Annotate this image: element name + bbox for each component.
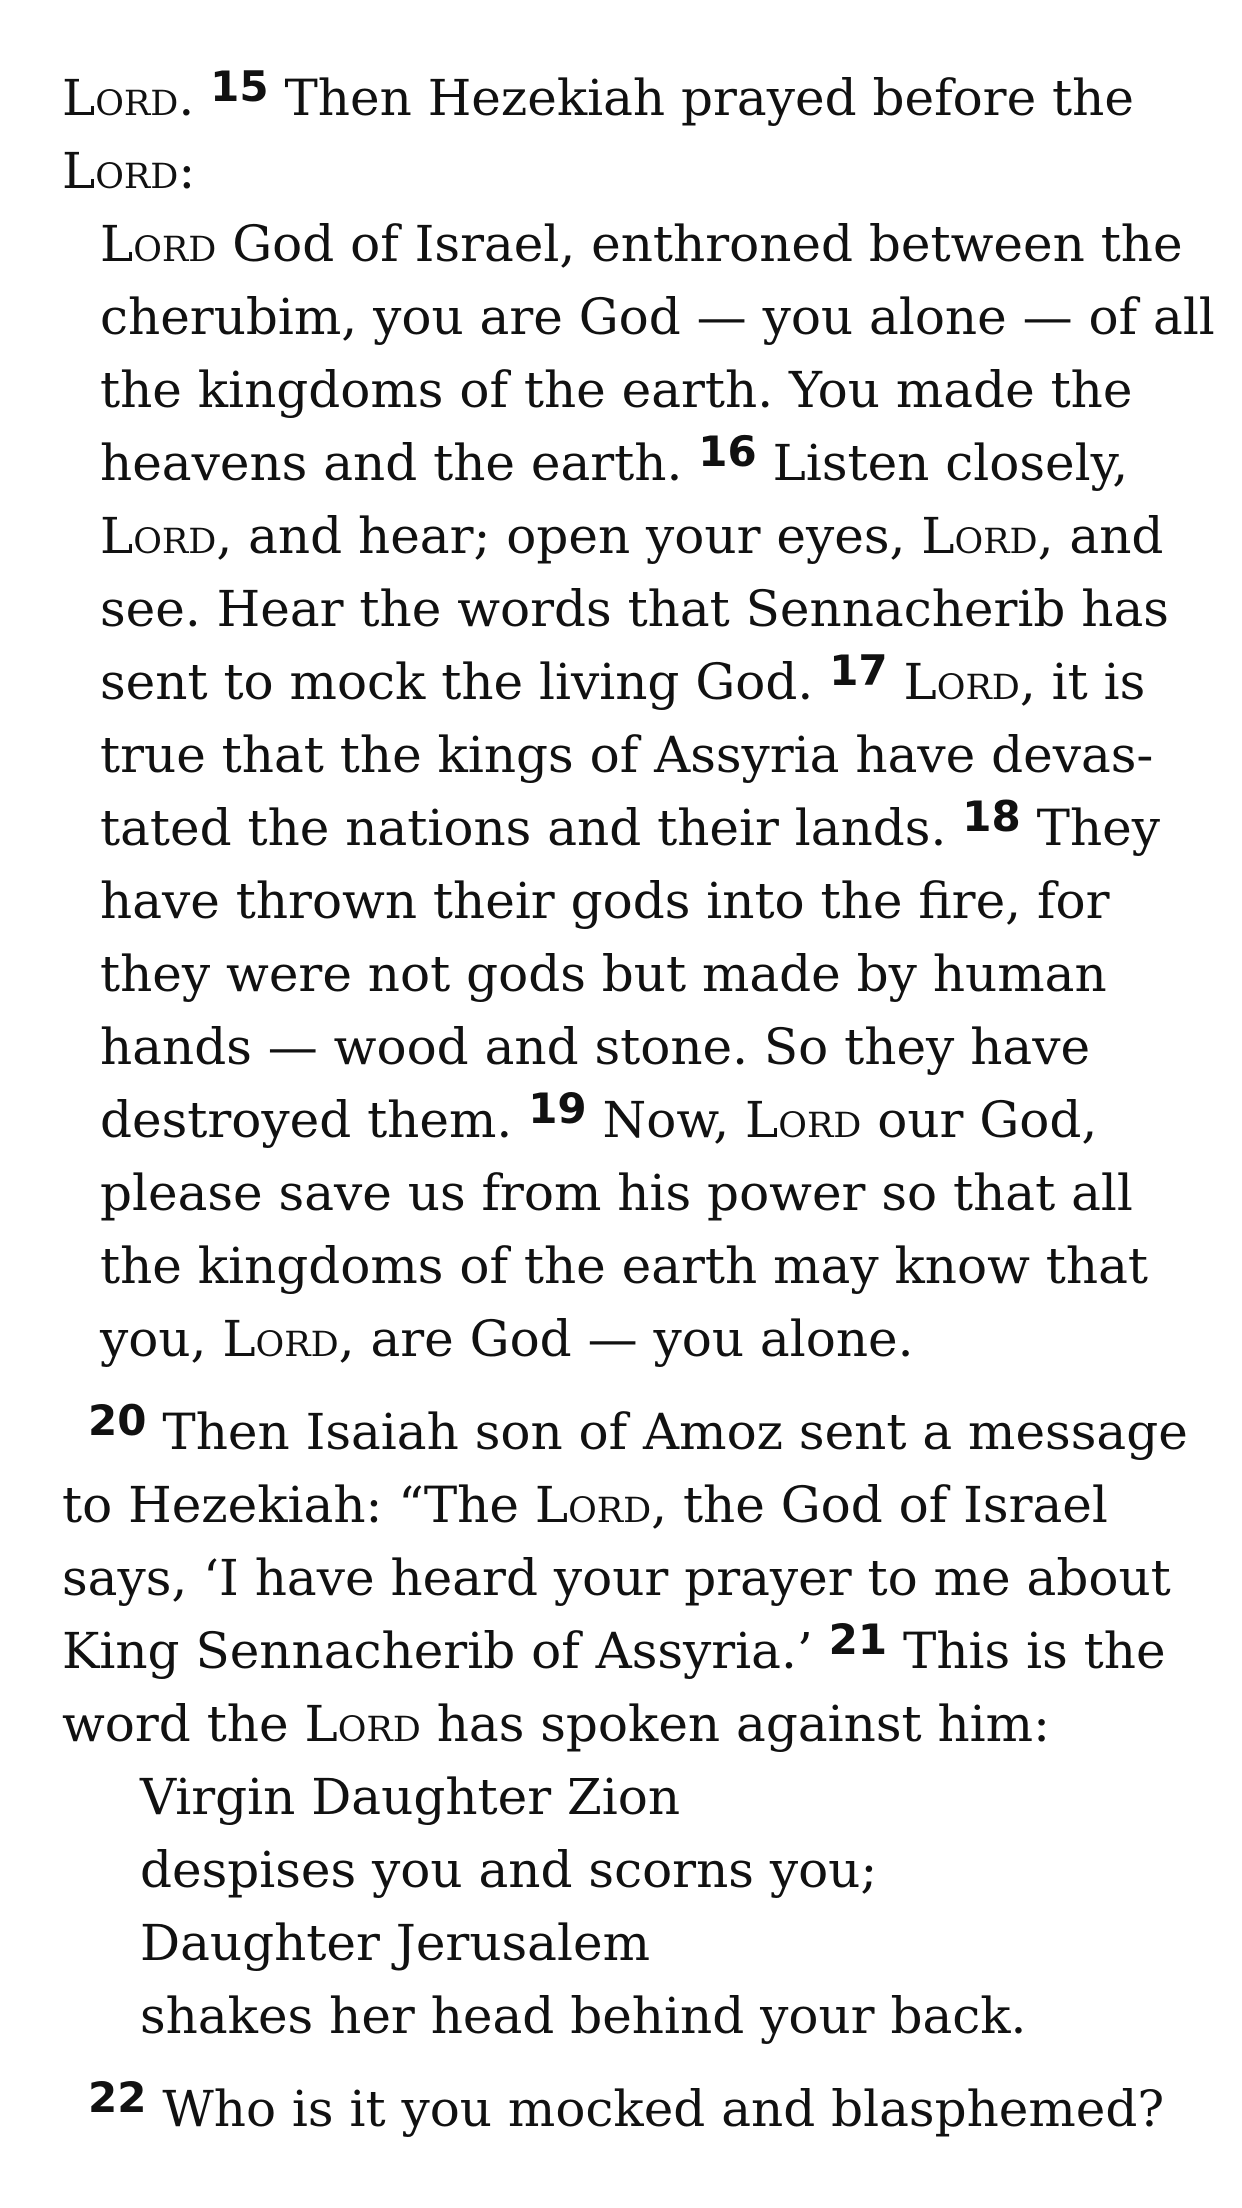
text-segment: true that the kings of Assyria have devas- [100,726,1154,784]
text-line [100,1084,1097,1156]
text-segment: , the God of Israel [651,1476,1108,1534]
divine-name: Lord [100,215,217,273]
text-line [62,1688,1050,1760]
text-line [100,573,1169,645]
text-line [100,1157,1133,1229]
text-line [140,1907,650,1979]
text-line [100,646,1145,718]
text-segment: Daughter Jerusalem [140,1914,650,1972]
text-segment: shakes her head behind your back. [140,1987,1027,2045]
text-segment: : [178,142,196,200]
text-segment: Now, [586,1091,746,1149]
text-line [100,1230,1148,1302]
text-segment: , and hear; open your eyes, [216,507,922,565]
text-segment: word the [62,1695,305,1753]
text-line [140,1761,680,1833]
text-segment: our God, [861,1091,1098,1149]
text-segment: the kingdoms of the earth may know that [100,1237,1148,1295]
text-line [100,427,1128,499]
divine-name: Lord [534,1476,652,1534]
divine-name: Lord [62,69,179,127]
text-line [100,1303,914,1375]
text-line [100,938,1107,1010]
text-segment: cherubim, you are God — you alone — of all [100,288,1215,346]
text-line [62,1542,1171,1614]
text-line [62,62,1134,134]
divine-name: Lord [921,507,1038,565]
text-segment: says, ‘I have heard your prayer to me about [62,1549,1171,1607]
verse-number: 18 [962,792,1021,841]
verse-number: 15 [210,62,269,111]
divine-name: Lord [745,1091,862,1149]
text-segment [888,653,904,711]
text-line [100,792,1160,864]
text-line [62,1615,1166,1687]
text-segment: . [178,69,211,127]
text-segment: , are God — you alone. [338,1310,914,1368]
text-line [100,208,1183,280]
divine-name: Lord [903,653,1020,711]
text-line [100,865,1109,937]
text-segment: Then Hezekiah prayed before the [268,69,1134,127]
text-segment: see. Hear the words that Sennacherib has [100,580,1169,638]
verse-number: 21 [828,1615,888,1664]
text-segment: they were not gods but made by human [100,945,1107,1003]
text-line [100,354,1132,426]
text-segment: the kingdoms of the earth. You made the [100,361,1133,419]
text-segment: have thrown their gods into the fire, for [100,872,1110,930]
verse-number: 19 [528,1084,587,1133]
text-line [62,1469,1108,1541]
text-segment: tated the nations and their lands. [100,799,963,857]
text-segment: destroyed them. [100,1091,529,1149]
text-segment: God of Israel, enthroned between the [216,215,1183,273]
verse-number: 20 [88,1396,147,1445]
text-segment: you, [100,1310,223,1368]
divine-name: Lord [304,1695,421,1753]
text-segment: , it is [1019,653,1146,711]
text-segment: to Hezekiah: “The [62,1476,535,1534]
text-segment: They [1020,799,1161,857]
text-line [140,1834,877,1906]
verse-number: 22 [88,2073,147,2122]
text-segment: has spoken against him: [420,1695,1050,1753]
text-line [100,719,1153,791]
text-line [100,500,1163,572]
text-segment: hands — wood and stone. So they have [100,1018,1091,1076]
text-segment: This is the [887,1622,1166,1680]
text-segment: Virgin Daughter Zion [140,1768,681,1826]
text-segment: King Sennacherib of Assyria.’ [62,1622,829,1680]
text-segment: , and [1037,507,1164,565]
text-line [100,1011,1090,1083]
divine-name: Lord [62,142,179,200]
text-line [62,135,195,207]
text-segment: heavens and the earth. [100,434,699,492]
divine-name: Lord [222,1310,339,1368]
text-segment: Who is it you mocked and blasphemed? [146,2080,1165,2138]
text-segment: Listen closely, [756,434,1129,492]
divine-name: Lord [100,507,217,565]
text-line [100,281,1215,353]
text-line [88,2073,1164,2145]
verse-number: 16 [698,427,757,476]
text-segment: Then Isaiah son of Amoz sent a message [146,1403,1188,1461]
verse-number: 17 [829,646,888,695]
text-line [140,1980,1026,2052]
text-segment: sent to mock the living God. [100,653,830,711]
text-segment: please save us from his power so that all [100,1164,1133,1222]
text-line [88,1396,1188,1468]
text-segment: despises you and scorns you; [140,1841,878,1899]
